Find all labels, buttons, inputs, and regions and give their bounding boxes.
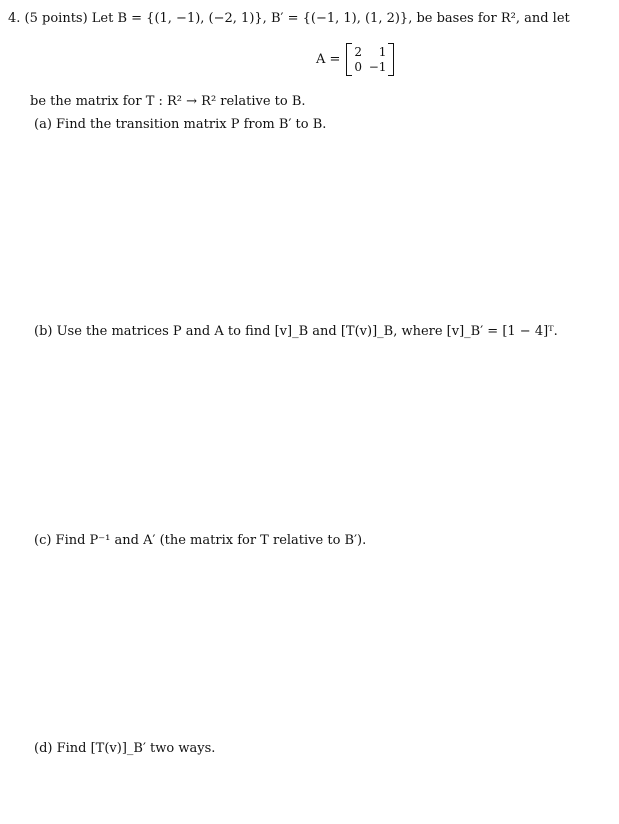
matrix-a bbox=[316, 43, 394, 76]
part-b: (b) Use the matrices P and A to find [v]_B and [T(v)]_B, where [v]_B′ = [1 − 4]ᵀ. bbox=[34, 324, 558, 339]
matrix-cell: 0 bbox=[354, 59, 363, 74]
part-c: (c) Find P⁻¹ and A′ (the matrix for T relative to B′). bbox=[34, 533, 367, 548]
part-a: (a) Find the transition matrix P from B′ to B. bbox=[34, 117, 327, 132]
matrix-cell: 1 bbox=[378, 44, 387, 59]
problem-header: 4. (5 points) Let B = {(1, −1), (−2, 1)}, B′ = {(−1, 1), (1, 2)}, be bases for R², and let bbox=[8, 11, 570, 26]
matrix-grid bbox=[352, 45, 388, 75]
matrix-cell: −1 bbox=[368, 59, 387, 74]
part-d: (d) Find [T(v)]_B′ two ways. bbox=[34, 741, 216, 756]
matrix-description: be the matrix for T : R² → R² relative to B. bbox=[30, 94, 306, 109]
matrix-label: A = bbox=[316, 52, 341, 67]
matrix-cell: 2 bbox=[354, 44, 363, 59]
right-bracket bbox=[388, 43, 394, 76]
